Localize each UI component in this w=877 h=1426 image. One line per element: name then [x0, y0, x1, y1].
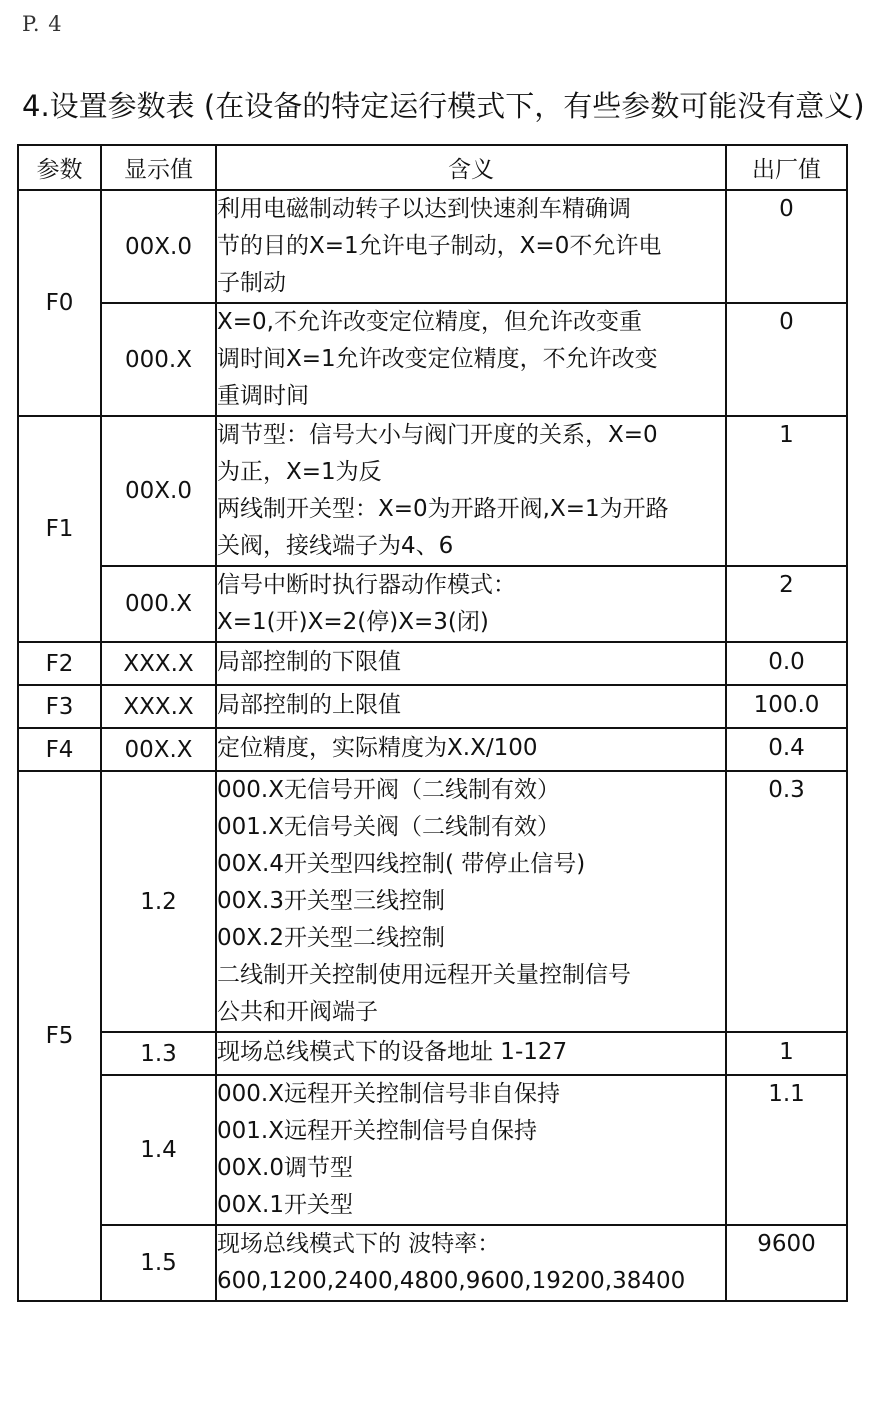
display-cell: 00X.0: [101, 416, 216, 566]
meaning-line: 利用电磁制动转子以达到快速刹车精确调: [217, 196, 631, 222]
meaning-cell: [216, 1075, 726, 1225]
meaning-line: 00X.2开关型二线控制: [217, 925, 445, 951]
parameter-table: [17, 144, 848, 1302]
meaning-cell: [216, 728, 726, 771]
default-cell: 0: [726, 303, 847, 416]
default-cell: 1: [726, 416, 847, 566]
meaning-line: 调节型：信号大小与阀门开度的关系，X=0: [217, 422, 658, 448]
table-row: [18, 1225, 847, 1301]
meaning-line: 000.X远程开关控制信号非自保持: [217, 1081, 560, 1107]
display-cell: 1.2: [101, 771, 216, 1032]
meaning-line: 二线制开关控制使用远程开关量控制信号: [217, 962, 631, 988]
default-cell: 100.0: [726, 685, 847, 728]
meaning-line: 关阀，接线端子为4、6: [217, 533, 454, 559]
meaning-cell: [216, 685, 726, 728]
meaning-cell: [216, 303, 726, 416]
meaning-line: 重调时间: [217, 383, 309, 409]
header-meaning: 含义: [216, 145, 726, 190]
meaning-line: 现场总线模式下的设备地址 1-127: [217, 1039, 568, 1065]
header-display: 显示值: [101, 145, 216, 190]
meaning-line: 为正，X=1为反: [217, 459, 382, 485]
display-cell: 1.3: [101, 1032, 216, 1075]
meaning-cell: [216, 642, 726, 685]
meaning-line: 局部控制的下限值: [217, 649, 401, 675]
table-row: [18, 416, 847, 566]
table-row: [18, 190, 847, 303]
table-row: [18, 566, 847, 642]
meaning-cell: [216, 1225, 726, 1301]
display-cell: 000.X: [101, 303, 216, 416]
header-param: 参数: [18, 145, 101, 190]
section-heading: 4.设置参数表 (在设备的特定运行模式下，有些参数可能没有意义): [22, 89, 865, 123]
table-row: [18, 685, 847, 728]
display-cell: 00X.X: [101, 728, 216, 771]
display-cell: 00X.0: [101, 190, 216, 303]
meaning-line: 00X.4开关型四线控制( 带停止信号): [217, 851, 586, 877]
meaning-line: 节的目的X=1允许电子制动，X=0不允许电: [217, 233, 662, 259]
meaning-cell: [216, 190, 726, 303]
table-row: [18, 728, 847, 771]
meaning-line: 信号中断时执行器动作模式：: [217, 572, 516, 598]
meaning-line: 600,1200,2400,4800,9600,19200,38400: [217, 1268, 686, 1294]
param-cell: F1: [18, 416, 101, 642]
table-row: [18, 303, 847, 416]
meaning-cell: [216, 771, 726, 1032]
meaning-cell: [216, 416, 726, 566]
meaning-cell: [216, 566, 726, 642]
table-row: [18, 642, 847, 685]
display-cell: 1.4: [101, 1075, 216, 1225]
default-cell: 0: [726, 190, 847, 303]
display-cell: XXX.X: [101, 642, 216, 685]
default-cell: 1.1: [726, 1075, 847, 1225]
meaning-line: 子制动: [217, 270, 286, 296]
default-cell: 0.0: [726, 642, 847, 685]
display-cell: XXX.X: [101, 685, 216, 728]
meaning-line: 000.X无信号开阀（二线制有效）: [217, 777, 560, 803]
default-cell: 9600: [726, 1225, 847, 1301]
table-row: [18, 1075, 847, 1225]
meaning-line: 公共和开阀端子: [217, 999, 378, 1025]
display-cell: 000.X: [101, 566, 216, 642]
display-cell: 1.5: [101, 1225, 216, 1301]
meaning-line: 两线制开关型：X=0为开路开阀,X=1为开路: [217, 496, 669, 522]
default-cell: 0.4: [726, 728, 847, 771]
param-cell: F5: [18, 771, 101, 1301]
param-cell: F0: [18, 190, 101, 416]
meaning-line: 001.X远程开关控制信号自保持: [217, 1118, 537, 1144]
meaning-line: 定位精度，实际精度为X.X/100: [217, 735, 538, 761]
header-default: 出厂值: [726, 145, 847, 190]
meaning-line: X=1(开)X=2(停)X=3(闭): [217, 609, 489, 635]
meaning-line: 调时间X=1允许改变定位精度，不允许改变: [217, 346, 658, 372]
table-row: [18, 1032, 847, 1075]
default-cell: 2: [726, 566, 847, 642]
page-number: P. 4: [22, 12, 63, 36]
meaning-cell: [216, 1032, 726, 1075]
meaning-line: 局部控制的上限值: [217, 692, 401, 718]
table-header-row: [18, 145, 847, 190]
param-cell: F2: [18, 642, 101, 685]
meaning-line: 00X.1开关型: [217, 1192, 353, 1218]
default-cell: 0.3: [726, 771, 847, 1032]
meaning-line: 00X.3开关型三线控制: [217, 888, 445, 914]
param-cell: F3: [18, 685, 101, 728]
meaning-line: 001.X无信号关阀（二线制有效）: [217, 814, 560, 840]
table-row: [18, 771, 847, 1032]
meaning-line: 现场总线模式下的 波特率：: [217, 1231, 501, 1257]
meaning-line: X=0,不允许改变定位精度，但允许改变重: [217, 309, 642, 335]
meaning-line: 00X.0调节型: [217, 1155, 353, 1181]
param-cell: F4: [18, 728, 101, 771]
default-cell: 1: [726, 1032, 847, 1075]
